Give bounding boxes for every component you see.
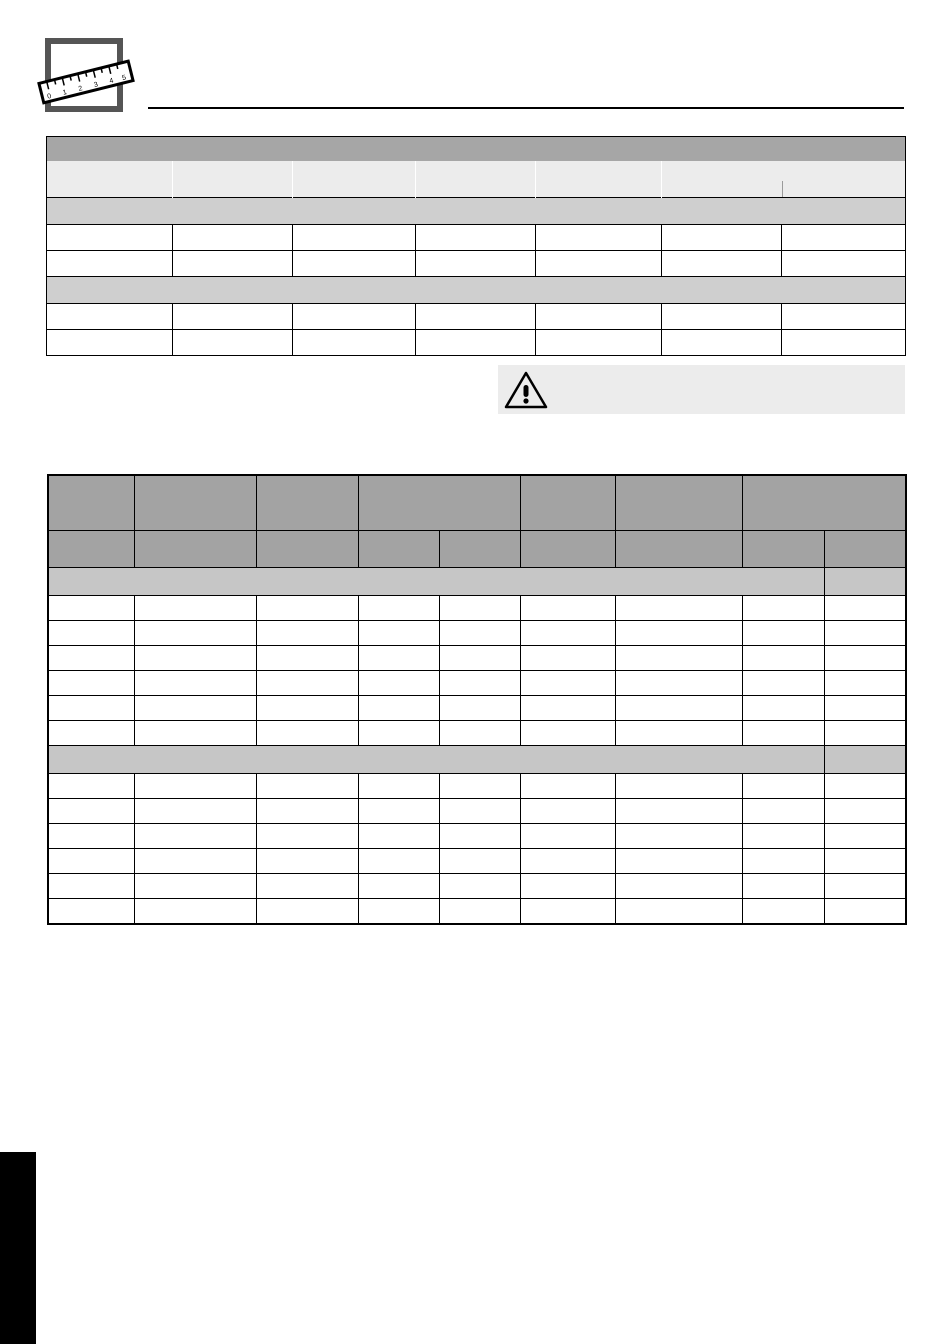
table-cell — [520, 696, 615, 721]
table-row — [48, 849, 906, 874]
table-cell — [520, 721, 615, 746]
table-cell — [615, 696, 742, 721]
table-cell — [439, 874, 520, 899]
spec-table-2 — [47, 474, 907, 925]
table-cell — [742, 799, 824, 824]
spec-table-1 — [46, 136, 906, 356]
table-2-column-header — [520, 475, 615, 531]
table-cell — [48, 671, 134, 696]
table-cell — [439, 899, 520, 925]
ruler-icon — [36, 38, 136, 114]
table-cell — [416, 251, 536, 277]
table-cell — [134, 621, 256, 646]
table-cell — [742, 621, 824, 646]
table-cell — [358, 621, 439, 646]
table-cell — [520, 824, 615, 849]
table-cell — [293, 251, 416, 277]
table-cell — [615, 621, 742, 646]
table-cell — [134, 799, 256, 824]
table-cell — [358, 874, 439, 899]
table-2-subheader — [48, 531, 134, 568]
table-cell — [256, 621, 358, 646]
ruler-digit: 3 — [93, 81, 99, 90]
table-cell — [520, 671, 615, 696]
table-1-section-label — [47, 198, 906, 225]
table-cell — [256, 899, 358, 925]
table-cell — [824, 824, 906, 849]
table-cell — [256, 799, 358, 824]
table-cell — [47, 251, 173, 277]
table-cell — [824, 849, 906, 874]
table-cell — [439, 671, 520, 696]
table-cell — [134, 671, 256, 696]
ruler-digit: 1 — [62, 89, 68, 97]
table-2-column-header — [134, 475, 256, 531]
table-2-section-label-right — [824, 568, 906, 596]
table-row — [48, 824, 906, 849]
table-1-column-header — [536, 161, 662, 198]
table-row — [48, 899, 906, 925]
table-row — [48, 799, 906, 824]
table-cell — [173, 304, 293, 330]
table-cell — [256, 696, 358, 721]
table-1-column-header — [416, 161, 536, 198]
table-cell — [742, 646, 824, 671]
table-cell — [615, 671, 742, 696]
header-rule — [148, 107, 904, 109]
table-cell — [134, 849, 256, 874]
table-cell — [782, 225, 906, 251]
table-cell — [662, 330, 782, 356]
table-row — [48, 671, 906, 696]
table-cell — [48, 721, 134, 746]
table-cell — [615, 874, 742, 899]
table-cell — [416, 225, 536, 251]
table-cell — [134, 899, 256, 925]
table-1-column-header — [47, 161, 173, 198]
table-cell — [358, 671, 439, 696]
table-1-column-header-group — [662, 161, 906, 198]
table-cell — [615, 799, 742, 824]
table-cell — [47, 330, 173, 356]
table-cell — [439, 721, 520, 746]
table-row — [48, 621, 906, 646]
table-cell — [358, 799, 439, 824]
table-2-column-header — [256, 475, 358, 531]
table-cell — [48, 824, 134, 849]
table-cell — [256, 596, 358, 621]
table-cell — [134, 596, 256, 621]
table-cell — [742, 824, 824, 849]
table-cell — [256, 774, 358, 799]
ruler-digit: 4 — [108, 77, 115, 86]
table-2-column-header — [48, 475, 134, 531]
table-cell — [615, 646, 742, 671]
table-2-section-label — [48, 746, 824, 774]
table-cell — [256, 849, 358, 874]
table-cell — [48, 774, 134, 799]
table-2-subheader — [134, 531, 256, 568]
table-cell — [536, 251, 662, 277]
table-2-section-label — [48, 568, 824, 596]
table-row — [48, 774, 906, 799]
table-cell — [439, 621, 520, 646]
table-cell — [134, 721, 256, 746]
table-1-column-header — [293, 161, 416, 198]
table-1-title — [47, 137, 906, 162]
table-2-subheader — [256, 531, 358, 568]
table-2-subheader — [824, 531, 906, 568]
table-cell — [520, 774, 615, 799]
table-cell — [615, 849, 742, 874]
table-cell — [520, 799, 615, 824]
table-cell — [256, 824, 358, 849]
table-cell — [358, 721, 439, 746]
table-1-column-header — [173, 161, 293, 198]
table-cell — [824, 596, 906, 621]
table-row — [47, 251, 906, 277]
table-cell — [48, 646, 134, 671]
table-2-subheader — [520, 531, 615, 568]
table-cell — [439, 824, 520, 849]
table-cell — [48, 874, 134, 899]
table-cell — [256, 671, 358, 696]
table-cell — [134, 874, 256, 899]
table-cell — [134, 646, 256, 671]
table-cell — [742, 774, 824, 799]
table-row — [48, 696, 906, 721]
table-row — [47, 330, 906, 356]
table-cell — [615, 774, 742, 799]
warning-triangle-icon — [504, 371, 548, 409]
table-cell — [782, 330, 906, 356]
table-cell — [48, 899, 134, 925]
table-cell — [48, 596, 134, 621]
table-cell — [824, 721, 906, 746]
table-cell — [134, 774, 256, 799]
table-cell — [824, 646, 906, 671]
table-cell — [520, 899, 615, 925]
table-cell — [536, 330, 662, 356]
table-cell — [439, 696, 520, 721]
table-cell — [173, 225, 293, 251]
table-cell — [48, 849, 134, 874]
table-cell — [615, 824, 742, 849]
table-cell — [256, 721, 358, 746]
table-cell — [358, 849, 439, 874]
table-cell — [48, 696, 134, 721]
table-2-subheader — [439, 531, 520, 568]
table-cell — [742, 899, 824, 925]
table-cell — [134, 824, 256, 849]
table-row — [47, 304, 906, 330]
table-cell — [824, 799, 906, 824]
table-cell — [358, 646, 439, 671]
table-cell — [662, 251, 782, 277]
table-2-section-label-right — [824, 746, 906, 774]
table-cell — [520, 646, 615, 671]
table-cell — [782, 304, 906, 330]
table-cell — [520, 874, 615, 899]
table-cell — [47, 304, 173, 330]
table-cell — [358, 824, 439, 849]
table-cell — [293, 330, 416, 356]
ruler-digit: 0 — [46, 92, 53, 101]
table-2-subheader — [615, 531, 742, 568]
table-cell — [824, 774, 906, 799]
table-cell — [256, 646, 358, 671]
table-cell — [662, 304, 782, 330]
table-cell — [742, 596, 824, 621]
table-cell — [439, 646, 520, 671]
table-row — [47, 225, 906, 251]
table-cell — [173, 251, 293, 277]
ruler-digit: 2 — [77, 85, 84, 93]
table-cell — [416, 330, 536, 356]
table-cell — [742, 874, 824, 899]
table-cell — [520, 849, 615, 874]
column-divider-tick — [782, 181, 783, 197]
table-cell — [536, 225, 662, 251]
ruler-digit: 5 — [121, 74, 127, 83]
table-cell — [293, 304, 416, 330]
table-cell — [48, 621, 134, 646]
table-cell — [358, 696, 439, 721]
table-cell — [615, 596, 742, 621]
table-row — [48, 721, 906, 746]
table-cell — [824, 696, 906, 721]
table-cell — [439, 596, 520, 621]
table-cell — [47, 225, 173, 251]
table-cell — [536, 304, 662, 330]
caution-box — [498, 365, 905, 414]
table-cell — [358, 899, 439, 925]
table-cell — [742, 696, 824, 721]
table-2-subheader — [358, 531, 439, 568]
table-cell — [256, 874, 358, 899]
table-2-column-header — [742, 475, 906, 531]
table-cell — [520, 596, 615, 621]
table-cell — [439, 849, 520, 874]
table-cell — [662, 225, 782, 251]
table-cell — [615, 721, 742, 746]
table-2-subheader — [742, 531, 824, 568]
table-row — [48, 874, 906, 899]
table-1-section-label — [47, 277, 906, 304]
table-2-column-header — [615, 475, 742, 531]
table-cell — [358, 596, 439, 621]
table-cell — [742, 849, 824, 874]
table-cell — [439, 799, 520, 824]
table-cell — [439, 774, 520, 799]
table-cell — [416, 304, 536, 330]
side-tab — [0, 1152, 36, 1344]
table-row — [48, 646, 906, 671]
table-cell — [824, 899, 906, 925]
table-cell — [293, 225, 416, 251]
table-row — [48, 596, 906, 621]
table-cell — [824, 874, 906, 899]
table-cell — [742, 671, 824, 696]
table-cell — [615, 899, 742, 925]
table-cell — [824, 671, 906, 696]
table-cell — [48, 799, 134, 824]
table-cell — [173, 330, 293, 356]
table-cell — [824, 621, 906, 646]
table-cell — [782, 251, 906, 277]
table-cell — [520, 621, 615, 646]
table-cell — [742, 721, 824, 746]
table-cell — [358, 774, 439, 799]
table-2-column-header — [358, 475, 520, 531]
table-cell — [134, 696, 256, 721]
